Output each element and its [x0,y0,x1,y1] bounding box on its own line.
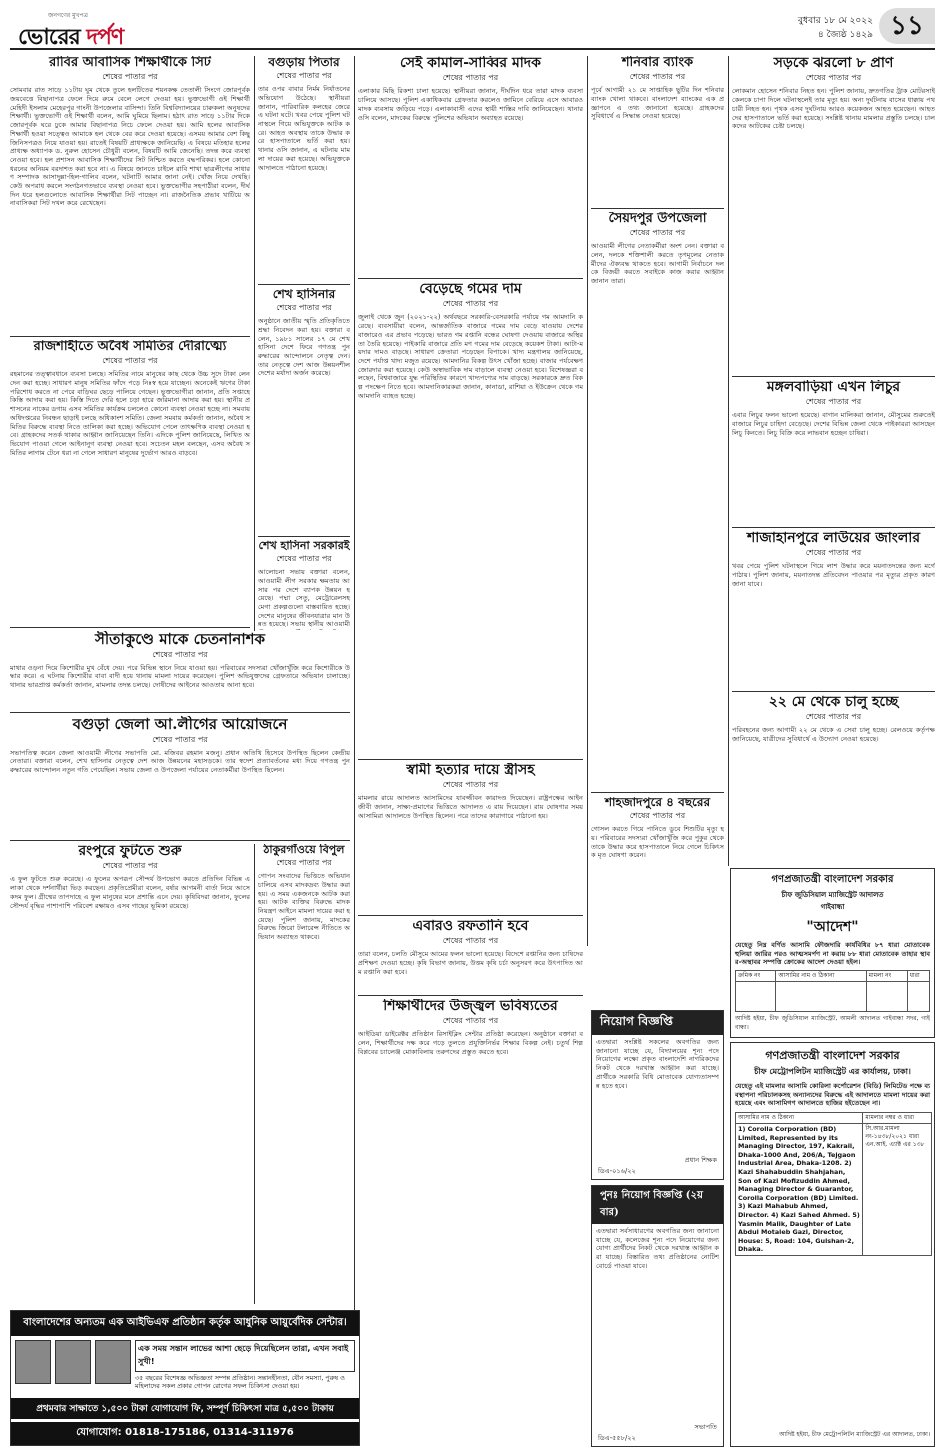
article-road-accident [732,56,935,374]
recruit-sign: সভাপতি [694,1423,717,1432]
article-sheikh-hasina-sarkar [258,540,350,630]
article-bogura-al [10,716,350,838]
article-body: অনুষ্ঠানে জাতীয় স্মৃতি প্রতিকৃতিতে শ্রদ্ধা নিবেদন করা হয়। বক্তারা বলেন, ১৯৮১ সালের ১৭ মে শেখ হাসিনা দেশে ফিরে গণতন্ত্র পুনরুদ্ধারের আন্দোলনে নেতৃত্ব দেন। তার নেতৃত্বে দেশ আজ উন্নয়নশীল দেশের মর্যাদা অর্জন করেছে। [258,317,350,378]
article-title: সেই কামাল-সাব্বির মাদক [400,56,541,71]
notice-text: যেহেতু এই মামলার আসামি কোরিলা কর্পোরেশন (বিডি) লিমিটেড পক্ষে ব্যবস্থাপনা পরিচালকসহ অন্যান্যদের বিরুদ্ধে এই আদালতে মামলা দায়ের করা হয়েছে এবং আসামিগণ আদালতে হাজির হইতেছেন না। [735,1082,930,1108]
article-title: সড়কে ঝরলো ৮ প্রাণ [773,56,894,71]
ad-title: বাংলাদেশের অন্যতম এক আইভিএফ প্রতিষ্ঠান কর্তৃক আধুনিক আয়ুর্বেদিক সেন্টার। [11,1311,359,1336]
page-number: ১১ [879,8,935,44]
article-body: মাথার ওড়না দিয়ে কিশোরীর মুখ বেঁধে দেয়। পরে বিভিন্ন স্থানে নিয়ে যাওয়া হয়। পরিবারের সদস্যরা খোঁজাখুঁজি করে কিশোরীকে উদ্ধার করে। এ ঘটনায় কিশোরীর বাবা বাদী হয়ে থানায় মামলা দায়ের করেছেন। পুলিশ অভিযুক্তদের গ্রেফতারে অভিযান চালাচ্ছে। থানার ভারপ্রাপ্ত কর্মকর্তা জানান, মামলার তদন্ত চলছে। দোষীদের আইনের আওতায় আনা হবে। [10,663,350,689]
divider [732,376,935,377]
article-continued: শেষের পাতার পর [276,71,332,81]
divider [732,691,935,692]
divider [358,759,583,760]
divider [358,278,583,279]
article-shajahanpur [732,531,935,689]
article-continued: শেষের পাতার পর [805,548,862,558]
column-rule [728,56,729,866]
column-rule [587,56,588,946]
article-title: শেখ হাসিনা সরকারই [258,540,350,552]
article-title: ২২ মে থেকে চালু হচ্ছে [768,695,899,710]
article-body: তারা বলেন, চলতি মৌসুমে আমের ফলন ভালো হয়েছে। বিদেশে রপ্তানির জন্য চাষিদের প্রশিক্ষণ দেওয়া হচ্ছে। কৃষি বিভাগ জানায়, উত্তম কৃষি চর্চা অনুসরণ করে উৎপাদিত আম রপ্তানি করা হবে। [358,950,583,976]
col-case: মামলা নং [866,971,907,982]
notice-gov: গণপ্রজাতন্ত্রী বাংলাদেশ সরকার [771,874,894,885]
col-case: মামলার নম্বর ও ধারা [863,1113,932,1124]
ivf-advertisement [10,1310,360,1446]
article-body: এলাকার মিছি রিকশা চালা হয়েছে। স্থানীয়রা জানান, দীর্ঘদিন ধরে তারা মাদক ব্যবসা চালিয়ে আসছে। পুলিশ একাধিকবার গ্রেফতার করলেও জামিনে বেরিয়ে এসে আবারও মাদক ব্যবসায় জড়িয়ে পড়ে। এলাকাবাসী এদের স্থায়ী শাস্তির দাবি জানিয়েছেন। থানার ওসি বলেন, মাদকের বিরুদ্ধে পুলিশের অভিযান অব্যাহত রয়েছে। [358,87,583,122]
article-continued: শেষের পাতার পর [629,72,686,82]
ad-photo [95,1340,131,1384]
ad-photo [15,1340,51,1384]
col-serial: ক্রমিক নং [736,971,776,982]
article-title: বগুড়া জেলা আ.লীগের আয়োজনে [72,716,288,733]
col-section: ধারা [907,971,929,982]
col-accused: আসামির নাম ও ঠিকানা [736,1113,863,1124]
divider [258,536,350,537]
divider [258,284,350,285]
article-title: শনিবার ব্যাংক [621,56,694,70]
divider [358,995,583,996]
court-notice-dhaka [730,1042,935,1447]
article-body: আলোচনা সভায় বক্তারা বলেন, আওয়ামী লীগ সরকার ক্ষমতায় আসার পর দেশে ব্যাপক উন্নয়ন হয়েছে। পদ্মা সেতু, মেট্রোরেলসহ মেগা প্রকল্পগুলো বাস্তবায়িত হচ্ছে। দেশের মানুষের জীবনযাত্রার মান উন্নত হয়েছে। সভায় স্থানীয় আওয়ামী [258,568,350,629]
newspaper-logo [10,10,140,48]
recruit-sign: প্রধান শিক্ষক [684,1156,717,1165]
date-gregorian: বুধবার ১৮ মে ২০২২ [798,16,873,26]
article-title: ঠাকুরগাঁওয়ে বিপুল [263,844,345,856]
recruit-text: এতদ্বারা সর্বসাধারণের অবগতির জন্য জানানো যাচ্ছে যে, কলেজের শূন্য পদে নিয়োগের জন্য যোগ্য প্রার্থীদের নিকট থেকে দরখাস্ত আহ্বান করা যাচ্ছে। বিস্তারিত তথ্য প্রতিষ্ঠানের নোটিশ বোর্ডে পাওয়া যাবে। [596,1227,719,1270]
article-body: তার ওপর বাবার নির্মম নির্যাতনের অভিযোগ উঠেছে। স্থানীয়রা জানান, পারিবারিক কলহের জেরে এ ঘটনা ঘটে। খবর পেয়ে পুলিশ ঘটনাস্থলে গিয়ে অভিযুক্তকে আটক করে। আহত অবস্থায় তাকে উদ্ধার করে হাসপাতালে ভর্তি করা হয়। থানার ওসি জানান, এ ঘটনায় মামলা দায়ের করা হয়েছে। অভিযুক্তকে আদালতে পাঠানো হয়েছে। [258,85,350,172]
notice-table [735,970,930,1012]
divider [358,915,583,916]
notice-text: যেহেতু নিম্ন বর্ণিত আসামি ফৌজদারি কার্যবিধির ৮৭ ধারা মোতাবেক হুলিয়া জারির পরও আত্মসমর্পণ না করায় ৮৮ ধারা মোতাবেক তাহার স্থাবর-অস্থাবর সম্পত্তি ক্রোকের আদেশ দেওয়া হইল। [735,941,930,967]
article-sheikh-hasinar [258,288,350,534]
article-title: সৈয়দপুর উপজেলা [608,212,707,226]
article-title: শাহজাদপুরে ৪ বছরের [604,796,711,809]
article-continued: শেষের পাতার পর [442,936,499,946]
divider [10,840,350,841]
column-rule [354,56,355,1446]
article-body: মামলার রায়ে আদালত আসামিদের যাবজ্জীবন কারাদণ্ড দিয়েছেন। রাষ্ট্রপক্ষের আইনজীবী জানান, সাক্ষ্য-প্রমাণের ভিত্তিতে আদালত এ রায় দিয়েছেন। রায় ঘোষণার সময় আসামিরা আদালতে উপস্থিত ছিলেন। পরে তাদের কারাগারে পাঠানো হয়। [358,794,583,820]
article-body: আইডিয়া ডাইরেক্টর প্রতিষ্ঠান রিসাইক্লিং সেন্টার প্রতিষ্ঠা করেছেন। অনুষ্ঠানে বক্তারা বলেন, শিক্ষার্থীদের দক্ষ করে গড়ে তুলতে প্রযুক্তিনির্ভর শিক্ষার বিকল্প নেই। চতুর্থ শিল্প বিপ্লবের চ্যালেঞ্জ মোকাবিলায় তরুণদের প্রস্তুত করতে হবে। [358,1030,583,1056]
article-husband-murder [358,763,583,913]
article-continued: শেষের পাতার পর [442,780,499,790]
article-body: এবার লিচুর ফলন ভালো হয়েছে। বাগান মালিকরা জানান, মৌসুমের শুরুতেই বাজারে লিচুর চাহিদা বেড়েছে। দেশের বিভিন্ন জেলা থেকে পাইকাররা আসছেন লিচু কিনতে। লিচু বিক্রি করে লাভবান হচ্ছেন চাষিরা। [732,411,935,437]
article-body: জুলাই থেকে জুন (২০২১-২২) অর্থবছরে সরকারি-বেসরকারি পর্যায়ে গম আমদানি করেছে। ব্যবসায়ীরা বলেন, আন্তর্জাতিক বাজারে গমের দাম বেড়ে যাওয়ায় দেশের বাজারেও এর প্রভাব পড়েছে। ভারত গম রপ্তানি বন্ধের ঘোষণা দেওয়ায় বাজারে অস্থিরতা তৈরি হয়েছে। পাইকারি বাজারে প্রতি মণ গমের দাম বেড়েছে কয়েকশ টাকা। আটা-ময়দার দামও বাড়ছে। সাধারণ ক্রেতারা পড়েছেন বিপাকে। খাদ্য মন্ত্রণালয় জানিয়েছে, দেশে পর্যাপ্ত খাদ্য মজুত রয়েছে। আমদানির বিকল্প উৎস খোঁজা হচ্ছে। বাজার পর্যবেক্ষণ জোরদার করা হয়েছে। কেউ অস্বাভাবিক দাম বাড়ালে ব্যবস্থা নেওয়া হবে। বিশেষজ্ঞরা বলছেন, বিশ্ববাজারে যুদ্ধ পরিস্থিতির কারণে খাদ্যপণ্যের দাম বাড়ছে। সরকারকে দ্রুত বিকল্প পদক্ষেপ নিতে হবে। আমদানিকারকরা জানান, কানাডা, রাশিয়া ও ইউক্রেন থেকে গম আমদানি ব্যাহত হচ্ছে। [358,313,583,400]
notice-table [735,1112,932,1256]
recruit-ref: ডিএ-৫৫৮/২২ [598,1434,636,1443]
case-number: সি.আর.মামলা নং-১৪৩৮/২০২১ ধারা এন.আই. এ্যাক্ট এর ১৩৮ [863,1124,932,1256]
article-title: রাজশাহীতে অবৈধ সমিতির দৌরাত্ম্যে [33,340,227,354]
notice-place: গাইবান্ধা [820,902,845,911]
article-lychee [732,380,935,525]
article-title: এবারও রফতানি হবে [412,919,529,934]
recruit-text: এতদ্বারা সংশ্লিষ্ট সকলের অবগতির জন্য জানানো যাচ্ছে যে, বিদ্যালয়ের শূন্য পদে নিয়োগের লক্ষ্যে প্রকৃত বাংলাদেশি নাগরিকদের নিকট থেকে দরখাস্ত আহ্বান করা যাচ্ছে। প্রার্থীকে সরকারি বিধি মোতাবেক যোগ্যতাসম্পন্ন হতে হবে। [596,1038,719,1090]
recruitment-notice-2 [591,1185,724,1447]
article-body: পরিবহনের জন্য আগামী ২২ মে থেকে এ সেবা চালু হচ্ছে। রেলওয়ে কর্তৃপক্ষ জানিয়েছে, যাত্রীদের সুবিধার্থে এ উদ্যোগ নেওয়া হয়েছে। [732,726,935,744]
ad-offer: প্রথমবার সাক্ষাতে ১,৫০০ টাকা যোগাযোগ ফি, সম্পূর্ণ চিকিৎসা মাত্র ৫,৫০০ টাকায় [11,1398,359,1419]
article-body: আওয়ামী লীগের নেতাকর্মীরা অংশ নেন। বক্তারা বলেন, দলকে শক্তিশালী করতে তৃণমূলের নেতাকর্মীদের ঐক্যবদ্ধ থাকতে হবে। আগামী নির্বাচনে দলকে বিজয়ী করতে সবাইকে কাজ করার আহ্বান জানান তারা। [591,242,724,286]
article-continued: শেষের পাতার পর [442,299,499,309]
article-continued: শেষের পাতার পর [629,811,686,821]
divider [591,208,724,209]
article-continued: শেষের পাতার পর [805,712,862,722]
article-title: শাজাহানপুরে লাউয়ের জাংলার [746,531,921,546]
article-body: লোকমান হোসেন শনিবার নিহত হন। পুলিশ জানায়, দ্রুতগতির ট্রাক মোটরসাইকেলকে চাপা দিলে ঘটনাস্থলেই তার মৃত্যু হয়। অন্য দুর্ঘটনায় বাসের ধাক্কায় পথচারী নিহত হন। পৃথক এসব দুর্ঘটনায় আরও কয়েকজন আহত হয়েছেন। আহতদের হাসপাতালে ভর্তি করা হয়েছে। সংশ্লিষ্ট থানায় মামলার প্রস্তুতি চলছে। চালকদের আটকের চেষ্টা চলছে। [732,87,935,131]
article-bank [591,56,724,206]
article-body: রহমানের তত্ত্বাবধানে ব্যবসা চলছে। সমিতির নামে মানুষের কাছ থেকে উচ্চ সুদে টাকা লেনদেন করা হচ্ছে। সাধারণ মানুষ সমিতির ফাঁদে পড়ে নিঃস্ব হয়ে যাচ্ছেন। অনেকেই ঋণের টাকা পরিশোধ করতে না পেরে বাড়িঘর ছেড়ে পালিয়ে গেছেন। ভুক্তভোগীরা জানান, প্রতি সপ্তাহে কিস্তি আদায় করা হয়। কিস্তি দিতে দেরি হলে চড়া হারে জরিমানা আদায় করা হয়। স্থানীয় প্রশাসনের নাকের ডগায় এসব সমিতির কার্যক্রম চললেও কোনো ব্যবস্থা নেওয়া হচ্ছে না। সমবায় অধিদপ্তরের নিবন্ধন ছাড়াই চলছে অধিকাংশ সমিতি। জেলা সমবায় কর্মকর্তা জানান, অবৈধ সমিতির বিরুদ্ধে ব্যবস্থা নিতে তালিকা করা হচ্ছে। অভিযোগ পেলে তাৎক্ষণিক ব্যবস্থা নেওয়া হবে। গ্রাহকদের সতর্ক থাকার আহ্বান জানিয়েছেন তিনি। এদিকে পুলিশ জানিয়েছে, লিখিত অভিযোগ পাওয়া গেলে আইনানুগ ব্যবস্থা নেওয়া হবে। সচেতন মহল বলছেন, এসব অবৈধ সমিতির লাগাম টেনে ধরা না গেলে সাধারণ মানুষের দুর্ভোগ আরও বাড়বে। [10,370,250,457]
article-continued: শেষের পাতার পর [805,397,862,407]
article-body: সভাপতিত্ব করেন জেলা আওয়ামী লীগের সভাপতি মো. মজিবর রহমান মজনু। প্রধান অতিথি হিসেবে উপস্থিত ছিলেন কেন্দ্রীয় নেতারা। বক্তারা বলেন, শেখ হাসিনার নেতৃত্বে দেশ আজ উন্নয়নের মহাসড়কে। তার স্বদেশ প্রত্যাবর্তনের মধ্য দিয়ে গণতন্ত্র পুনরুদ্ধারের আন্দোলন নতুন গতি পেয়েছিল। সভায় জেলা ও উপজেলা পর্যায়ের নেতাকর্মীরা উপস্থিত ছিলেন। [10,748,350,774]
article-title: মঙ্গলবাড়িয়া এখন লিচুর [766,380,901,395]
article-rangpur [10,844,250,1304]
article-bogura-father [258,56,350,282]
notice-footer: আদিষ্ট হইয়া, চীফ মেট্রোপলিটন ম্যাজিস্ট্রেট এর আদালত, ঢাকা। [779,1431,930,1439]
article-may22 [732,695,935,865]
article-continued: শেষের পাতার পর [102,356,158,366]
article-continued: শেষের পাতার পর [629,228,686,238]
notice-order: "আদেশ" [806,919,859,935]
article-title: সীতাকুণ্ডে মাকে চেতনানাশক [94,631,266,648]
recruit-title: পুনঃ নিয়োগ বিজ্ঞপ্তি (২য় বার) [592,1186,723,1224]
article-body: গোসল করতে গিয়ে পানিতে ডুবে শিশুটির মৃত্যু হয়। পরিবারের সদস্যরা খোঁজাখুঁজি করে পুকুর থেকে তাকে উদ্ধার করে হাসপাতালে নিয়ে গেলে চিকিৎসক মৃত ঘোষণা করেন। [591,825,724,860]
article-body: এ ফুল ফুটতে শুরু করেছে। এ ফুলের অপরূপ সৌন্দর্য উপভোগ করতে প্রতিদিন বিভিন্ন এলাকা থেকে দর্শনার্থীরা ভিড় করছেন। প্রকৃতিপ্রেমীরা বলেন, বর্ষার আগমনী বার্তা নিয়ে আসে কদম ফুল। গ্রীষ্মের তাপদাহে এ ফুল মানুষের মনে প্রশান্তি এনে দেয়। কৃষিবিদরা জানান, ফুলের সৌন্দর্য বৃদ্ধির পাশাপাশি পরিবেশ রক্ষায়ও এসব গাছের ভূমিকা রয়েছে। [10,875,250,910]
recruitment-notice-1 [591,1010,724,1180]
article-continued: শেষের পাতার পর [442,1016,499,1026]
notice-gov: গণপ্রজাতন্ত্রী বাংলাদেশ সরকার [765,1049,900,1062]
article-body: সোমবার রাত সাড়ে ১১টায় ঘুম থেকে তুলে হলটিতের শয়নকক্ষ তেতালী সিংগে জোরপূর্বক জয়বেত্তে বিছানাপত্র ফেলে দিয়ে রুমে বেলে লেগে দেওয়া হয়। ভুক্তভোগী ওই শিক্ষার্থী মেহিদী ইসলাম মেহেরপুর গাংনী উপজেলার বাসিন্দা। তিনি বিশ্ববিদ্যালয়ের চারুকলা অনুষদের শিক্ষার্থী। ভুক্তভোগী ওই শিক্ষার্থী বলেন, আমি ঘুমিয়ে ছিলাম। হঠাৎ রাত সাড়ে ১১টার দিকে জোরপূর্বক ঘরে ঢুকে আমার বিছানাপত্র নিচে ফেলে দেওয়া হয়। আমি হলের আবাসিক শিক্ষার্থী হওয়া সত্ত্বেও আমাকে হল থেকে বের করে দেওয়া হয়েছে। এসময় আমার বেশ কিছু জিনিসপত্রও নিয়ে যাওয়া হয়। রাতেই বিষয়টি প্রাধ্যক্ষকে জানিয়েছি। এ বিষয়ে মতিহার হলের প্রাধ্যক্ষ অধ্যাপক ড. নুরুল হোসেন চৌধুরী বলেন, বিষয়টি আমি জেনেছি। তদন্ত করে ব্যবস্থা নেওয়া হবে। হল প্রশাসন আবাসিক শিক্ষার্থীদের সিট নিশ্চিত করতে বদ্ধপরিকর। হলে কোনো ধরনের অনিয়ম বরদাশত করা হবে না। এ বিষয়ে জানতে চাইলে রাবি শাখা ছাত্রলীগের সাধারণ সম্পাদক আসাদুল্লা-হিল-গালিব বলেন, ঘটনাটি আমার জানা নেই। খোঁজ নিয়ে দেখছি। কেউ অপরাধ করলে সংগঠনগতভাবে ব্যবস্থা নেওয়া হবে। ভুক্তভোগীর সহপাঠীরা বলেন, দীর্ঘদিন ধরে হলগুলোতে আবাসিক শিক্ষার্থীরা সিট পাচ্ছেন না। রাজনৈতিক প্রভাব খাটিয়ে অনাবাসিকরা সিট দখল করে রেখেছেন। [10,86,250,208]
divider [10,627,250,628]
article-sitakunda [10,631,350,711]
date-bengali: ৪ জ্যৈষ্ঠ ১৪২৯ [817,30,873,40]
ad-photos [11,1336,359,1396]
article-title: শিক্ষার্থীদের উজ্জ্বল ভবিষ্যতের [383,999,558,1014]
notice-office: চীফ জুডিসিয়াল ম্যাজিস্ট্রেট আদালত [781,890,884,899]
name-part2: দর্পণ [86,24,124,50]
divider [10,336,250,337]
article-rajshahi [10,340,250,625]
article-saidpur [591,212,724,790]
notice-footer: আদিষ্ট হইয়া, চীফ জুডিসিয়াল ম্যাজিস্ট্রেট, আমলী আদালত গাইবান্ধা সদর, গাইবান্ধা। [735,1015,930,1031]
col-accused: আসামির নাম ও ঠিকানা [776,971,866,982]
masthead [10,8,935,50]
article-continued: শেষের পাতার পর [102,72,158,82]
divider [732,527,935,528]
article-rabi [10,56,250,334]
article-export [358,919,583,993]
article-continued: শেষের পাতার পর [805,73,862,83]
ad-headline: এক সময় সন্তান লাভের আশা ছেড়ে দিয়েছিলেন তারা, এখন সবাই সুখী! [135,1340,355,1372]
logo-tagline: জনগণের মুখপত্র [48,12,88,19]
article-title: রংপুরে ফুটতে শুরু [78,844,182,859]
column-rule [254,844,255,1304]
ad-text: ৩৫ বছরের বিশেষজ্ঞ অভিজ্ঞতা সম্পন্ন প্রতিষ্ঠান। সন্তানহীনতা, যৌন সমস্যা, পুরুষ ও মহিলাদের সকল প্রকার গোপন রোগের সফল চিকিৎসা দেওয়া হয়। [135,1374,345,1390]
article-body: গোপন সংবাদের ভিত্তিতে অভিযান চালিয়ে এসব মাদকদ্রব্য উদ্ধার করা হয়। এ সময় একজনকে আটক করা হয়। আটক ব্যক্তির বিরুদ্ধে মাদক নিয়ন্ত্রণ আইনে মামলা দায়ের করা হয়েছে। পুলিশ জানায়, মাদকের বিরুদ্ধে জিরো টলারেন্স নীতিতে অভিযান অব্যাহত থাকবে। [258,872,350,942]
court-notice-gaibandha [730,868,935,1038]
article-continued: শেষের পাতার পর [152,649,208,659]
ad-phone: যোগাযোগ: 01818-175186, 01314-311976 [11,1422,359,1445]
article-shahjadpur [591,796,724,946]
column-rule [254,56,255,631]
article-continued: শেষের পাতার পর [152,734,208,744]
newspaper-name [18,20,123,57]
article-title: শেখ হাসিনার [272,288,336,301]
notice-office: চীফ মেট্রোপলিটন ম্যাজিস্ট্রেট এর কার্যালয়, ঢাকা। [754,1066,911,1076]
divider [10,712,350,713]
article-continued: শেষের পাতার পর [276,303,332,313]
name-part1: ভোরের [18,24,87,50]
article-continued: শেষের পাতার পর [276,858,332,868]
article-thakurgaon [258,844,350,1304]
recruit-ref: ডিএ-০১৬/২২ [598,1167,636,1176]
article-students [358,999,583,1447]
accused-list: 1) Corolla Corporation (BD) Limited, Represented by its Managing Director, 197, Kakrail, Dhaka-1000 And, 206/A, Tejgaon Industrial Area, Dhaka-1208. 2) Kazi Shahabuddin Shahjahan, Son of Kazi Mofizuddin Ahmed, Managing Director & Guarantor, Corolla Corporation (BD) Limited. 3) Kazi Mahabub Ahmed, Director. 4) Kazi Sahed Ahmed. 5) Yasmin Malik, Daughter of Late Abdul Motaleb Gazi, Director, House: 5, Road: 104, Gulshan-2, Dhaka. [736,1124,863,1256]
recruit-title: নিয়োগ বিজ্ঞপ্তি [592,1011,723,1035]
article-continued: শেষের পাতার পর [442,73,499,83]
article-continued: শেষের পাতার পর [276,554,332,564]
issue-date [798,14,873,42]
article-title: বেড়েছে গমের দাম [419,282,522,297]
article-body: পূর্বে আগামী ২১ মে সাপ্তাহিক ছুটির দিন শনিবার ব্যাংক খোলা থাকবে। বাংলাদেশ ব্যাংকের এক প্রজ্ঞাপনে এ তথ্য জানানো হয়েছে। গ্রাহকদের সুবিধার্থে এ সিদ্ধান্ত নেওয়া হয়েছে। [591,86,724,121]
article-title: স্বামী হত্যার দায়ে স্ত্রীসহ [406,763,535,778]
article-title: বগুড়ায় পিতার [268,56,340,69]
article-body: খবর পেয়ে পুলিশ ঘটনাস্থলে গিয়ে লাশ উদ্ধার করে ময়নাতদন্তের জন্য মর্গে পাঠায়। পুলিশ জানায়, ময়নাতদন্ত প্রতিবেদন পাওয়ার পর মৃত্যুর প্রকৃত কারণ জানা যাবে। [732,562,935,588]
divider [591,792,724,793]
article-title: রাবির আবাসিক শিক্ষার্থীকে সিট [49,56,211,70]
ad-photo [55,1340,91,1384]
article-kamal-sabbir [358,56,583,276]
article-continued: শেষের পাতার পর [102,861,158,871]
article-wheat-price [358,282,583,757]
